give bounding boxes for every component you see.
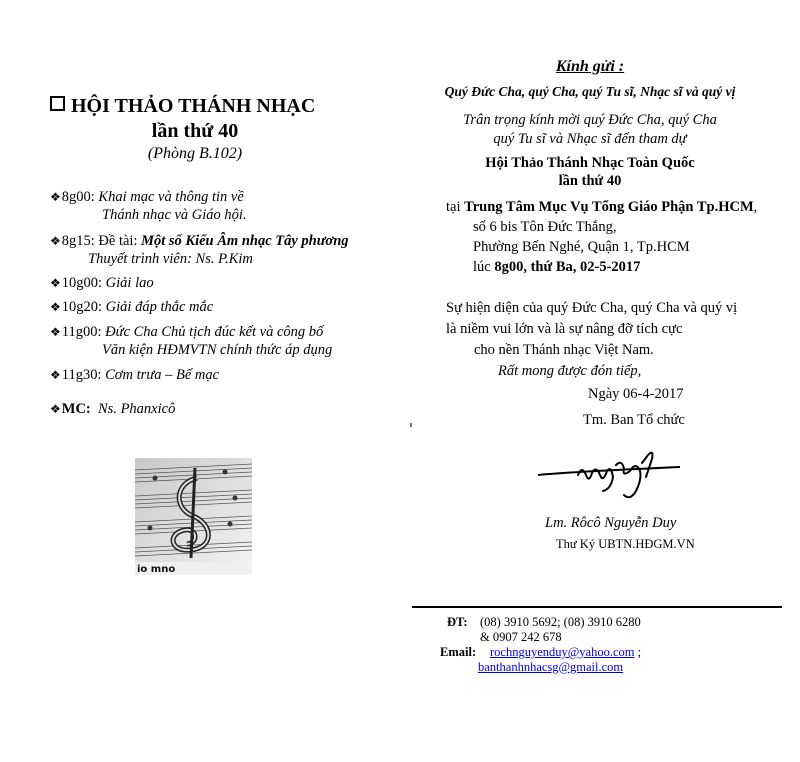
diamond-bullet-icon: ❖	[50, 300, 61, 314]
presence-line: Sự hiện diện của quý Đức Cha, quý Cha và quý vị	[446, 300, 738, 316]
organizer-line: Tm. Ban Tổ chức	[583, 412, 685, 428]
salutation-heading: Kính gửi :	[555, 58, 625, 75]
schedule-time: 10g00:	[61, 275, 103, 291]
title-text: HỘI THẢO THÁNH NHẠC	[71, 95, 316, 117]
schedule-time: 10g20:	[61, 299, 103, 315]
date-line: Ngày 06-4-2017	[588, 386, 684, 402]
phone-numbers: (08) 3910 5692; (08) 3910 6280	[480, 615, 641, 629]
diamond-bullet-icon: ❖	[50, 234, 61, 248]
presence-line: cho nền Thánh nhạc Việt Nam.	[474, 342, 654, 358]
topic-title: Một số Kiểu Âm nhạc Tây phương	[141, 233, 349, 249]
address-line: số 6 bis Tôn Đức Thắng,	[473, 219, 617, 235]
handwritten-signature	[530, 445, 690, 505]
venue-name: Trung Tâm Mục Vụ Tổng Giáo Phận Tp.HCM	[464, 199, 754, 215]
schedule-item	[50, 188, 247, 224]
email-link-gmail[interactable]: banthanhnhacsg@gmail.com	[478, 660, 624, 674]
signature-text: ngduy	[530, 445, 533, 446]
margin-mark	[410, 423, 412, 427]
presence-line: là niềm vui lớn và là sự nâng đỡ tích cực	[446, 321, 683, 337]
topic-prefix: Đề tài:	[98, 233, 138, 249]
event-datetime: 8g00, thứ Ba, 02-5-2017	[494, 259, 641, 275]
diamond-bullet-icon: ❖	[50, 276, 61, 290]
room-label: (Phòng B.102)	[147, 145, 243, 162]
phone-numbers-2: & 0907 242 678	[480, 630, 562, 644]
email-label: Email:	[440, 645, 477, 659]
schedule-item	[50, 323, 332, 359]
venue-line	[446, 199, 757, 216]
schedule-text: Giải đáp thắc mắc	[105, 299, 214, 315]
mc-line	[50, 400, 175, 418]
schedule-time: 11g30:	[61, 367, 102, 383]
checkbox-square-icon	[50, 96, 65, 111]
schedule-text: Đức Cha Chủ tịch đúc kết và công bố	[105, 324, 324, 340]
diamond-bullet-icon: ❖	[50, 325, 61, 339]
address-line: Phường Bến Nghé, Quận 1, Tp.HCM	[473, 239, 690, 255]
schedule-text: Giải lao	[105, 275, 154, 291]
event-name: Hội Thảo Thánh Nhạc Toàn Quốc	[485, 155, 695, 171]
schedule-item	[50, 366, 219, 384]
time-prefix: lúc	[473, 259, 491, 275]
image-caption: io mno	[137, 564, 176, 575]
invitation-line: quý Tu sĩ và Nhạc sĩ đến tham dự	[493, 131, 687, 147]
venue-prefix: tại	[446, 199, 461, 215]
diamond-bullet-icon: ❖	[50, 368, 61, 382]
mc-name: Ns. Phanxicô	[98, 401, 176, 417]
email-line	[478, 660, 623, 675]
schedule-time: 11g00:	[61, 324, 102, 340]
email-link-yahoo[interactable]: rochnguyenduy@yahoo.com	[490, 645, 635, 659]
phone-label: ĐT:	[447, 615, 468, 629]
invitation-line: Trân trọng kính mời quý Đức Cha, quý Cha	[463, 112, 717, 128]
schedule-item	[50, 298, 213, 316]
page-title	[50, 95, 315, 118]
schedule-item	[50, 274, 154, 292]
signer-name: Lm. Rôcô Nguyễn Duy	[545, 515, 677, 531]
recipients: Quý Đức Cha, quý Cha, quý Tu sĩ, Nhạc sĩ và quý vị	[444, 84, 736, 99]
closing-line: Rất mong được đón tiếp,	[498, 363, 642, 379]
schedule-text: Cơm trưa – Bế mạc	[105, 367, 220, 383]
presence-paragraph	[446, 298, 737, 382]
schedule-text-cont: Thánh nhạc và Giáo hội.	[102, 207, 247, 223]
schedule-time: 8g15:	[61, 233, 95, 249]
schedule-item	[50, 232, 349, 268]
schedule-time: 8g00:	[61, 189, 95, 205]
divider	[412, 606, 782, 608]
time-line	[473, 259, 640, 276]
title-edition: lần thứ 40	[151, 120, 239, 142]
music-note-image	[135, 458, 252, 575]
schedule-text-cont: Văn kiện HĐMVTN chính thức áp dụng	[102, 342, 333, 358]
mc-label: MC:	[61, 401, 91, 417]
email-separator: ;	[637, 645, 642, 659]
email-line	[490, 645, 641, 660]
diamond-bullet-icon: ❖	[50, 402, 61, 416]
venue-suffix: ,	[753, 199, 758, 215]
event-edition: lần thứ 40	[558, 173, 622, 189]
signer-role: Thư Ký UBTN.HĐGM.VN	[556, 537, 695, 551]
speaker: Thuyết trình viên: Ns. P.Kim	[88, 251, 253, 267]
diamond-bullet-icon: ❖	[50, 190, 61, 204]
schedule-text: Khai mạc và thông tin về	[98, 189, 244, 205]
